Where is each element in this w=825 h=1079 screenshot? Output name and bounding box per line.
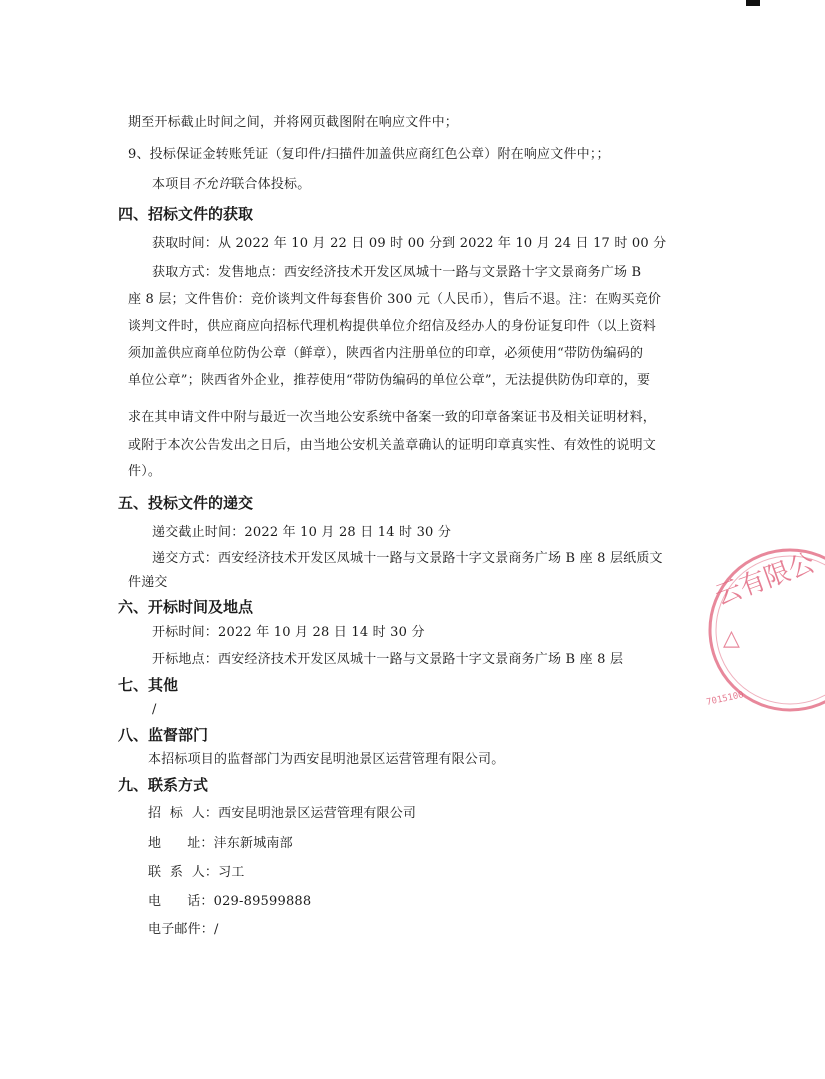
text-line: 或附于本次公告发出之日后，由当地公安机关盖章确认的证明印章真实性、有效性的说明文 [128,438,657,453]
text-line: 件递交 [128,575,168,590]
contact-phone: 电 话：029-89599888 [148,894,312,909]
text-line: 须加盖供应商单位防伪公章（鲜章），陕西省内注册单位的印章，必须使用“带防伪编码的 [128,346,644,361]
text-line: 求在其申请文件中附与最近一次当地公安系统中备案一致的印章备案证书及相关证明材料， [128,410,657,425]
text-line: 递交方式：西安经济技术开发区凤城十一路与文景路十字文景商务广场 B 座 8 层纸质文 [152,551,663,566]
section-heading: 四、招标文件的获取 [118,205,254,223]
text-line: 获取方式：发售地点：西安经济技术开发区凤城十一路与文景路十字文景商务广场 B [152,265,642,280]
contact-address: 地 址：沣东新城南部 [148,836,293,851]
contact-tenderer: 招 标 人：西安昆明池景区运营管理有限公司 [148,806,417,821]
text-line: 获取时间：从 2022 年 10 月 22 日 09 时 00 分到 2022 年 10 月 24 日 17 时 00 分 [152,236,667,251]
text-line: 开标地点：西安经济技术开发区凤城十一路与文景路十字文景商务广场 B 座 8 层 [152,652,624,667]
text-segment: 联合体投标。 [231,177,311,192]
section-heading: 六、开标时间及地点 [118,598,254,616]
section-heading: 九、联系方式 [118,776,209,794]
text-line: 座 8 层；文件售价：竞价谈判文件每套售价 300 元（人民币），售后不退。注：在购买竞价 [128,292,662,307]
text-line: 本招标项目的监督部门为西安昆明池景区运营管理有限公司。 [148,752,505,767]
contact-person: 联 系 人：习工 [148,865,245,880]
text-line: 件）。 [128,464,162,479]
text-line: 单位公章”；陕西省外企业，推荐使用“带防伪编码的单位公章”，无法提供防伪印章的，要 [128,373,651,388]
text-line: 开标时间：2022 年 10 月 28 日 14 时 30 分 [152,625,425,640]
text-line: 谈判文件时，供应商应向招标代理机构提供单位介绍信及经办人的身份证复印件（以上资料 [128,319,657,334]
text-line [152,175,310,195]
section-heading: 七、其他 [118,676,179,694]
text-line: / [152,702,157,717]
svg-text:7015100: 7015100 [705,690,745,708]
text-line: 递交截止时间：2022 年 10 月 28 日 14 时 30 分 [152,525,452,540]
section-heading: 八、监督部门 [118,726,209,744]
text-line: 9、投标保证金转账凭证（复印件/扫描件加盖供应商红色公章）附在响应文件中；； [128,147,610,162]
text-segment: 本项目 [152,177,192,192]
text-line: 期至开标截止时间之间，并将网页截图附在响应文件中； [128,115,459,130]
contact-email: 电子邮件：/ [148,922,219,937]
svg-text:云有限公: 云有限公 [711,547,820,612]
emphasis-text: 不允许 [191,177,232,192]
official-seal-stamp [705,545,825,715]
svg-text:△: △ [723,626,740,651]
section-heading: 五、投标文件的递交 [118,494,254,512]
